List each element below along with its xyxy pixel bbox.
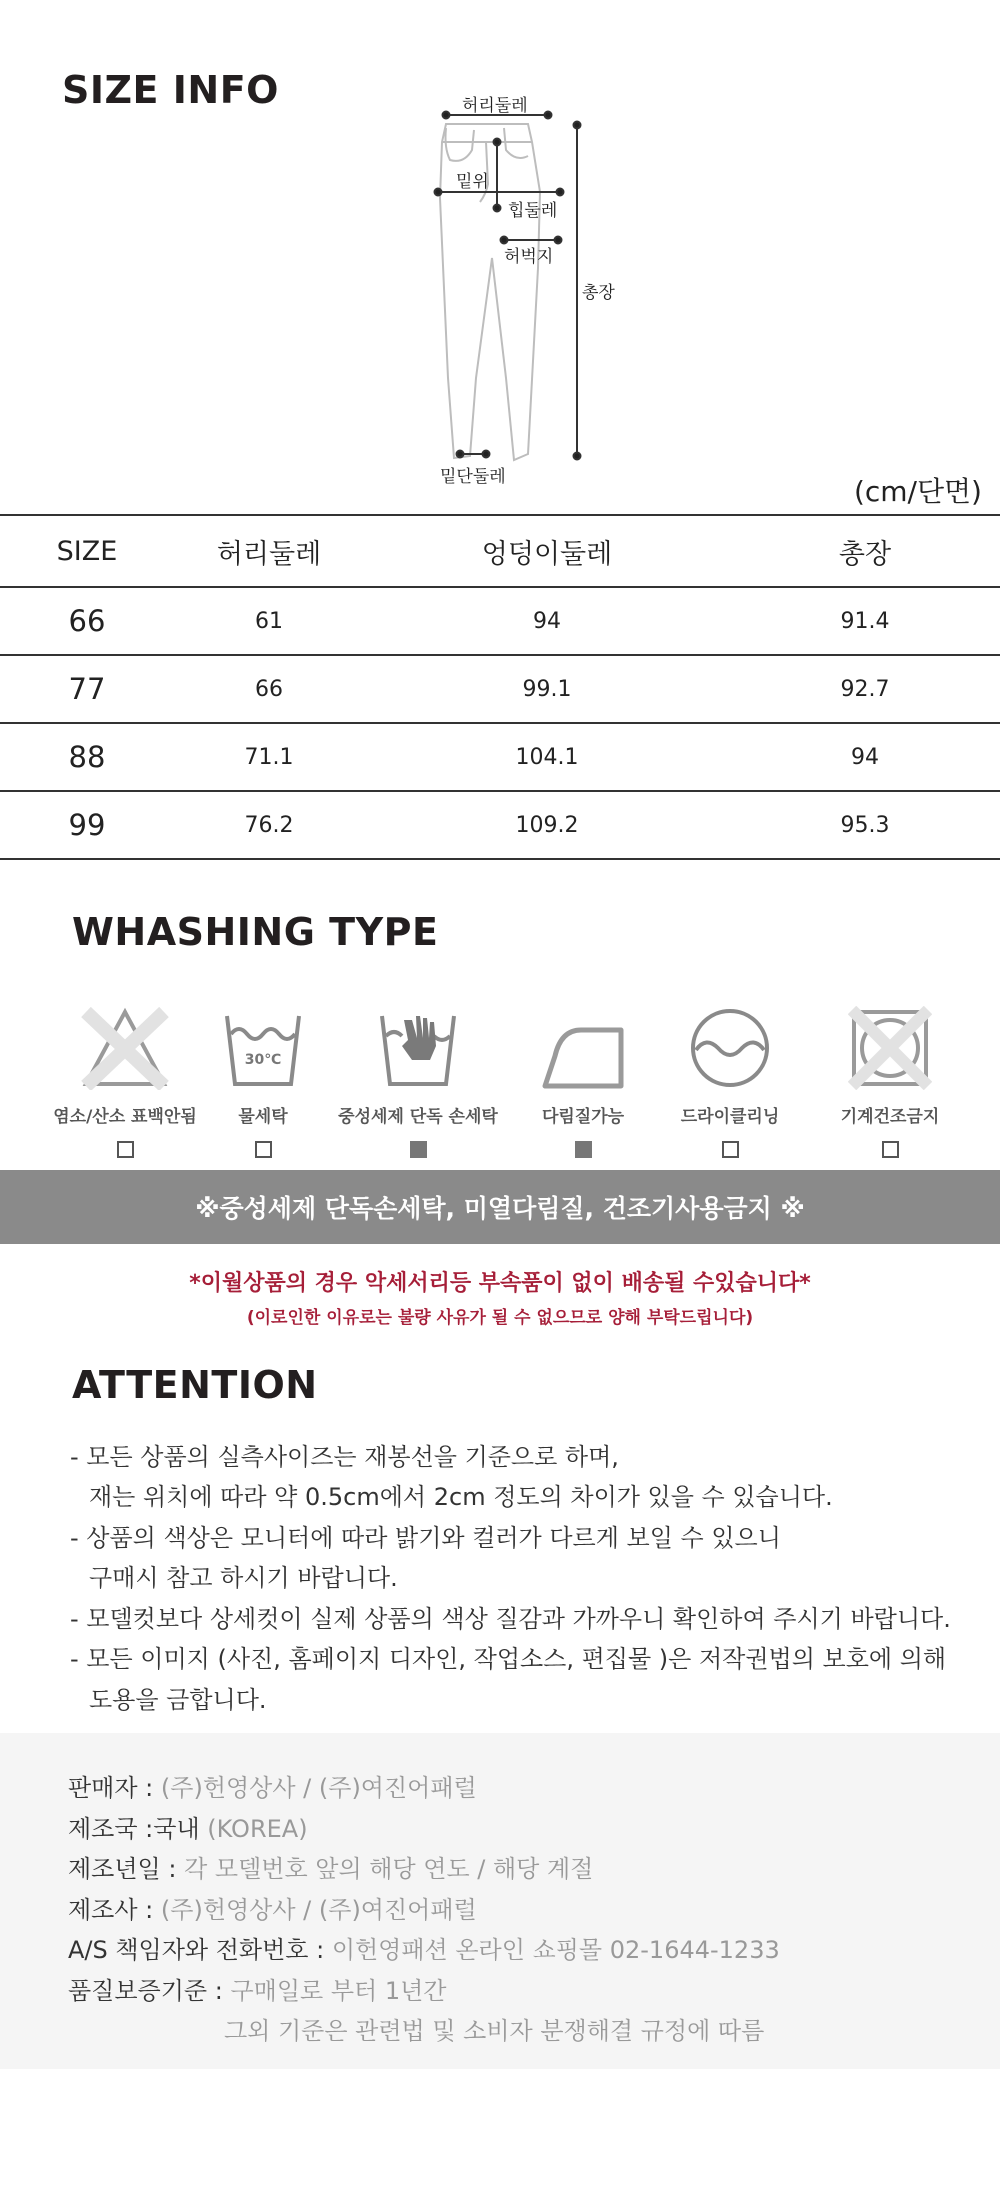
- attention-title: ATTENTION: [72, 1363, 318, 1407]
- notice-line-1: *이월상품의 경우 악세서리등 부속품이 없이 배송될 수있습니다*: [189, 1271, 811, 1296]
- wash-label: 중성세제 단독 손세탁: [338, 1107, 498, 1127]
- wash-checkbox: [255, 1141, 272, 1158]
- wash-label: 드라이클리닝: [680, 1107, 780, 1127]
- attention-line: 재는 위치에 따라 약 0.5cm에서 2cm 정도의 차이가 있을 수 있습니다.: [89, 1483, 833, 1511]
- wash-label: 다림질가능: [541, 1107, 625, 1127]
- cell-hip: 94: [364, 587, 730, 655]
- info-key: 제조국 :국내: [68, 1815, 208, 1843]
- table-row: [0, 791, 1000, 859]
- label-hem: 밑단둘레: [440, 467, 506, 487]
- cell-waist: 71.1: [174, 723, 364, 791]
- info-value: 구매일로 부터 1년간: [230, 1977, 447, 2005]
- label-waist: 허리둘레: [462, 96, 528, 116]
- info-value: (주)헌영상사 / (주)여진어패럴: [160, 1896, 477, 1924]
- cell-length: 91.4: [730, 587, 1000, 655]
- cell-size: 66: [0, 587, 174, 655]
- info-value: 각 모델번호 앞의 해당 연도 / 해당 계절: [184, 1855, 594, 1883]
- info-warranty: [68, 1971, 446, 2006]
- size-table: [0, 514, 1000, 860]
- cell-length: 95.3: [730, 791, 1000, 859]
- cell-hip: 109.2: [364, 791, 730, 859]
- table-row: [0, 655, 1000, 723]
- wash-item-no-tumble-dry: [805, 1000, 975, 1158]
- wash-label: 기계건조금지: [840, 1107, 940, 1127]
- info-value: 이헌영패션 온라인 쇼핑몰 02-1644-1233: [331, 1936, 780, 1964]
- header-waist: 허리둘레: [174, 515, 364, 587]
- table-row: [0, 587, 1000, 655]
- wash-item-hand-wash: [333, 1000, 503, 1158]
- info-value: 그외 기준은 관련법 및 소비자 분쟁해결 규정에 따름: [224, 2017, 765, 2045]
- wash-temperature: 30℃: [244, 1052, 282, 1068]
- header-hip: 엉덩이둘레: [364, 515, 730, 587]
- attention-line: - 모든 이미지 (사진, 홈페이지 디자인, 작업소스, 편집물 )은 저작권법의 보호에 의해: [70, 1645, 947, 1673]
- info-key: 품질보증기준 :: [68, 1977, 231, 2005]
- info-value: (주)헌영상사 / (주)여진어패럴: [160, 1774, 477, 1802]
- cell-size: 77: [0, 655, 174, 723]
- info-key: 제조년일 :: [68, 1855, 185, 1883]
- info-country: [68, 1809, 308, 1844]
- info-date: [68, 1849, 593, 1884]
- header-size: SIZE: [0, 515, 174, 587]
- attention-line: - 모든 상품의 실측사이즈는 재봉선을 기준으로 하며,: [70, 1443, 619, 1471]
- info-as-contact: [68, 1930, 780, 1965]
- wash-label: 물세탁: [238, 1107, 288, 1127]
- dry-clean-icon: [688, 1006, 772, 1090]
- hand-wash-icon: [378, 1010, 458, 1090]
- table-row: [0, 723, 1000, 791]
- info-other: [224, 2011, 764, 2046]
- wash-30c-icon: [223, 1010, 303, 1090]
- no-bleach-icon: [80, 1006, 170, 1090]
- cell-hip: 99.1: [364, 655, 730, 723]
- info-value: (KOREA): [207, 1815, 308, 1843]
- washing-title: WHASHING TYPE: [72, 910, 439, 954]
- wash-checkbox: [117, 1141, 134, 1158]
- attention-line: 구매시 참고 하시기 바랍니다.: [89, 1564, 398, 1592]
- wash-label: 염소/산소 표백안됨: [53, 1107, 197, 1127]
- no-tumble-dry-icon: [848, 1006, 932, 1090]
- cell-hip: 104.1: [364, 723, 730, 791]
- wash-checkbox: [882, 1141, 899, 1158]
- info-key: A/S 책임자와 전화번호 :: [68, 1936, 332, 1964]
- attention-line: - 상품의 색상은 모니터에 따라 밝기와 컬러가 다르게 보일 수 있으니: [70, 1524, 781, 1552]
- cell-waist: 66: [174, 655, 364, 723]
- cell-waist: 61: [174, 587, 364, 655]
- unit-label: (cm/단면): [853, 475, 982, 508]
- wash-item-iron: [498, 1000, 668, 1158]
- size-info-title: SIZE INFO: [62, 68, 279, 112]
- attention-line: - 모델컷보다 상세컷이 실제 상품의 색상 질감과 가까우니 확인하여 주시기 바랍니다.: [70, 1605, 951, 1633]
- washing-banner: ※중성세제 단독손세탁, 미열다림질, 건조기사용금지 ※: [0, 1170, 1000, 1244]
- wash-item-water: [178, 1000, 348, 1158]
- label-hip: 힙둘레: [508, 201, 558, 221]
- cell-waist: 76.2: [174, 791, 364, 859]
- cell-length: 92.7: [730, 655, 1000, 723]
- info-manufacturer: [68, 1890, 477, 1925]
- label-length: 총장: [582, 283, 615, 303]
- attention-line: 도용을 금합니다.: [89, 1686, 267, 1714]
- wash-item-dry-clean: [645, 1000, 815, 1158]
- wash-checkbox: [722, 1141, 739, 1158]
- cell-size: 88: [0, 723, 174, 791]
- size-table-header: [0, 515, 1000, 587]
- notice-line-2: (이로인한 이유로는 불량 사유가 될 수 없으므로 양해 부탁드립니다): [246, 1308, 754, 1328]
- header-length: 총장: [730, 515, 1000, 587]
- cell-length: 94: [730, 723, 1000, 791]
- info-seller: [68, 1768, 477, 1803]
- label-rise: 밑위: [456, 172, 489, 192]
- label-thigh: 허벅지: [504, 247, 554, 267]
- wash-checkbox-checked: [410, 1141, 427, 1158]
- cell-size: 99: [0, 791, 174, 859]
- iron-icon: [541, 1020, 625, 1090]
- wash-checkbox-checked: [575, 1141, 592, 1158]
- info-key: 제조사 :: [68, 1896, 161, 1924]
- info-key: 판매자 :: [68, 1774, 161, 1802]
